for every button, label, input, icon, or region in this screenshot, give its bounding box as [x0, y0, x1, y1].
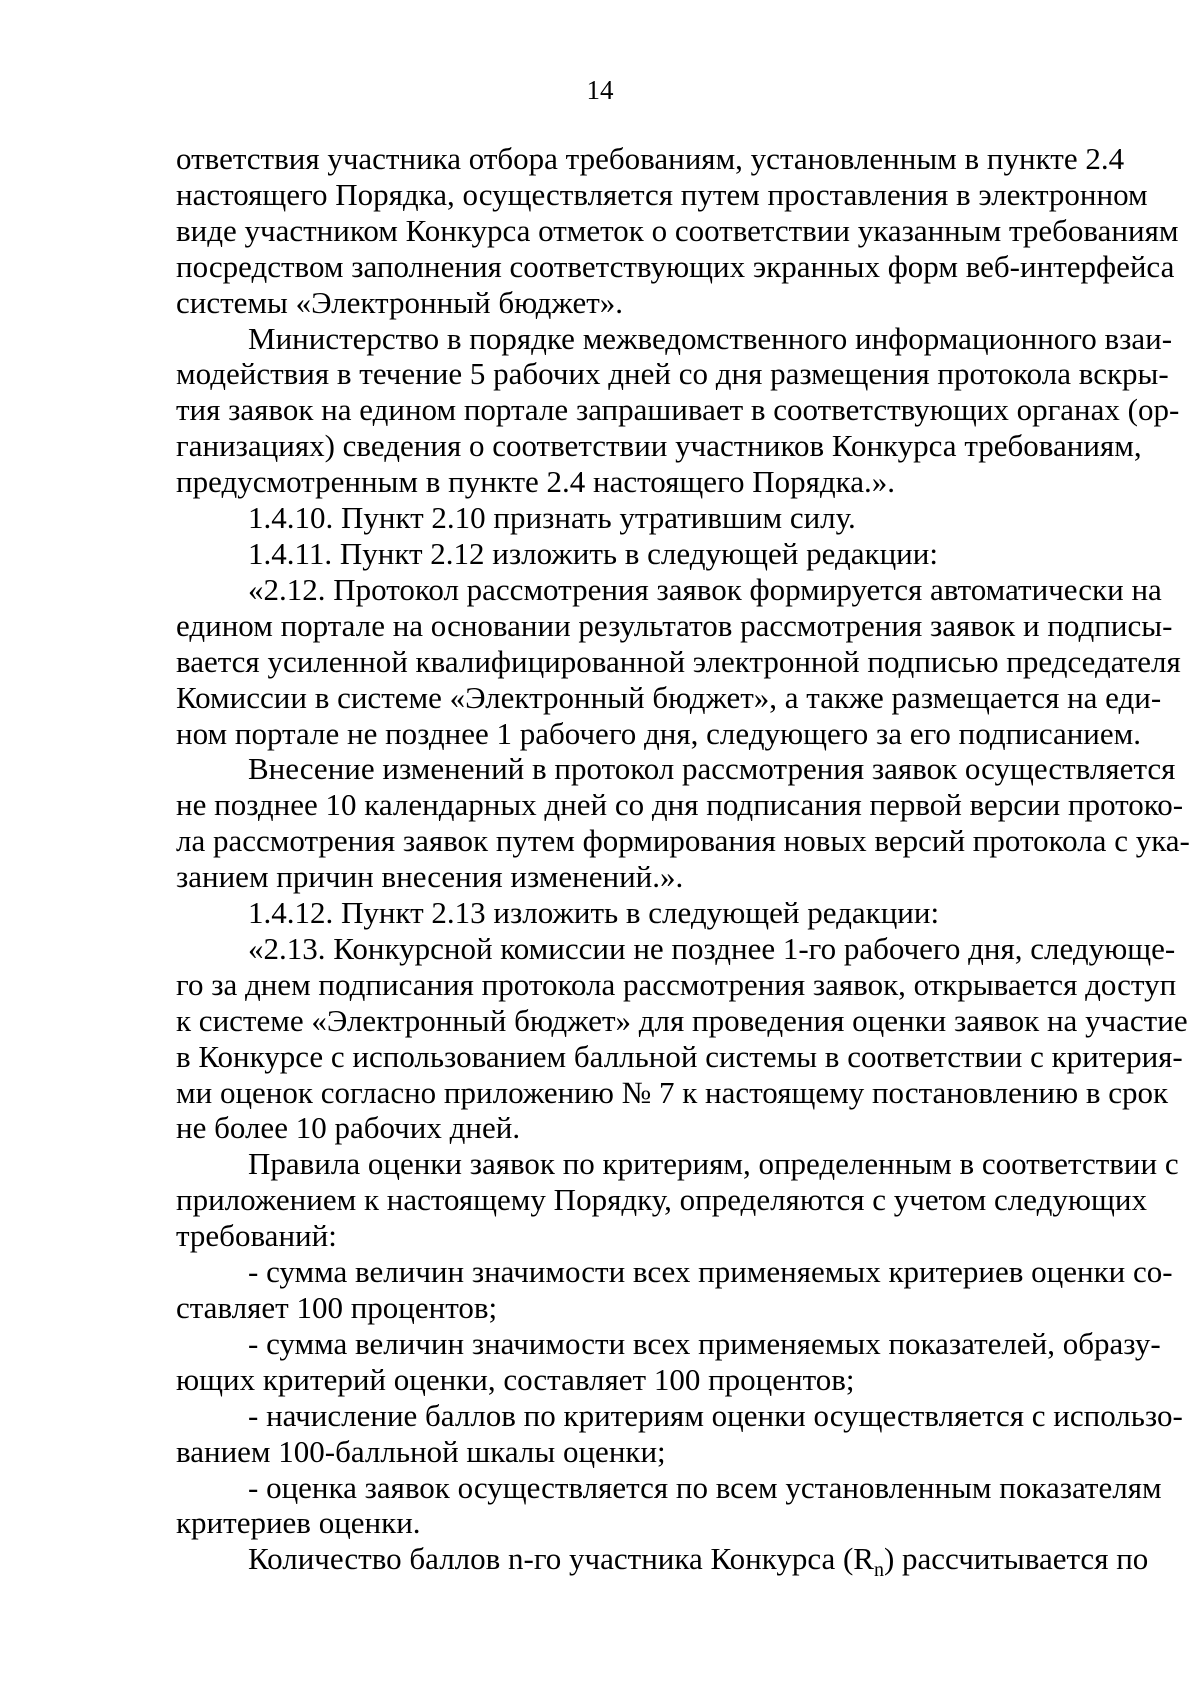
paragraph-final: [176, 1541, 1149, 1582]
paragraph-p5: [176, 571, 1181, 752]
paragraph-line: ганизациях) сведения о соответствии участников Конкурса требованиям,: [176, 428, 1142, 464]
paragraph-line: - сумма величин значимости всех применяемых критериев оценки со-: [248, 1254, 1173, 1290]
paragraph-line: ном портале не позднее 1 рабочего дня, следующего за его подписанием.: [176, 715, 1142, 751]
paragraph-p8: [176, 930, 1188, 1146]
paragraph-line: «2.12. Протокол рассмотрения заявок формируется автоматически на: [248, 571, 1162, 607]
paragraph-p1: [176, 141, 1179, 321]
paragraph-line: не позднее 10 календарных дней со дня подписания первой версии протоко-: [176, 787, 1184, 823]
paragraph-line: [176, 1541, 1149, 1582]
paragraph-line: предусмотренным в пункте 2.4 настоящего Порядка.».: [176, 464, 896, 500]
paragraph-line: критериев оценки.: [176, 1505, 421, 1541]
paragraph-p9: [176, 1146, 1179, 1254]
paragraph-p11: [176, 1325, 1161, 1398]
paragraph-line: 1.4.10. Пункт 2.10 признать утратившим силу.: [248, 500, 856, 536]
paragraph-line: системы «Электронный бюджет».: [176, 284, 624, 320]
paragraph-p7: [176, 895, 1111, 931]
paragraph-list: [176, 141, 1190, 1541]
paragraph-line: едином портале на основании результатов рассмотрения заявок и подписы-: [176, 607, 1173, 643]
paragraph-line: не более 10 рабочих дней.: [176, 1110, 521, 1146]
paragraph-line: ответствия участника отбора требованиям, установленным в пункте 2.4: [176, 141, 1125, 176]
page-number: 14: [586, 75, 614, 105]
paragraph-line: Комиссии в системе «Электронный бюджет», а также размещается на еди-: [176, 679, 1162, 715]
paragraph-line: требований:: [176, 1218, 337, 1254]
paragraph-line: 1.4.11. Пункт 2.12 изложить в следующей редакции:: [248, 535, 938, 571]
paragraph-line: модействия в течение 5 рабочих дней со дня размещения протокола вскры-: [176, 356, 1169, 392]
paragraph-p13: [176, 1469, 1162, 1542]
paragraph-line: тия заявок на едином портале запрашивает в соответствующих органах (ор-: [176, 392, 1180, 428]
paragraph-line: Внесение изменений в протокол рассмотрения заявок осуществляется: [248, 751, 1176, 787]
paragraph-line: 1.4.12. Пункт 2.13 изложить в следующей редакции:: [248, 895, 940, 931]
paragraph-line: - оценка заявок осуществляется по всем установленным показателям: [248, 1469, 1162, 1505]
paragraph-line: вается усиленной квалифицированной электронной подписью председателя: [176, 643, 1181, 679]
paragraph-line: посредством заполнения соответствующих экранных форм веб-интерфейса: [176, 248, 1175, 284]
paragraph-line: ла рассмотрения заявок путем формирования новых версий протокола с ука-: [176, 823, 1190, 859]
paragraph-p10: [176, 1254, 1173, 1326]
paragraph-line: занием причин внесения изменений.».: [176, 859, 684, 895]
final-line-after: ) рассчитывается по: [883, 1541, 1149, 1577]
final-line-before: Количество баллов n-го участника Конкурса (R: [248, 1541, 874, 1577]
final-line-subscript: n: [873, 1559, 884, 1582]
paragraph-line: - начисление баллов по критериям оценки осуществляется с использо-: [248, 1397, 1183, 1433]
paragraph-p2: [176, 320, 1180, 501]
paragraph-line: приложением к настоящему Порядку, определяются с учетом следующих: [176, 1182, 1148, 1218]
paragraph-line: - сумма величин значимости всех применяемых показателей, образу-: [248, 1325, 1161, 1361]
paragraph-line: Правила оценки заявок по критериям, определенным в соответствии с: [248, 1146, 1179, 1182]
paragraph-line: ющих критерий оценки, составляет 100 процентов;: [176, 1361, 855, 1397]
paragraph-p6: [176, 751, 1190, 895]
paragraph-line: в Конкурсе с использованием балльной системы в соответствии с критерия-: [176, 1038, 1183, 1074]
paragraph-line: «2.13. Конкурсной комиссии не позднее 1-го рабочего дня, следующе-: [248, 930, 1176, 966]
paragraph-line: Министерство в порядке межведомственного информационного взаи-: [248, 320, 1173, 356]
paragraph-line: ставляет 100 процентов;: [176, 1290, 498, 1325]
paragraph-line: го за днем подписания протокола рассмотрения заявок, открывается доступ: [176, 966, 1177, 1002]
paragraph-line: настоящего Порядка, осуществляется путем проставления в электронном: [176, 176, 1148, 212]
paragraph-line: ванием 100-балльной шкалы оценки;: [176, 1433, 666, 1469]
document-body: [176, 141, 1190, 1582]
paragraph-p12: [176, 1397, 1183, 1470]
paragraph-line: виде участником Конкурса отметок о соответствии указанным требованиям: [176, 212, 1179, 248]
paragraph-p3: [176, 500, 1111, 536]
paragraph-p4: [176, 536, 1111, 572]
paragraph-line: к системе «Электронный бюджет» для проведения оценки заявок на участие: [176, 1002, 1188, 1038]
paragraph-line: ми оценок согласно приложению № 7 к настоящему постановлению в срок: [176, 1074, 1169, 1110]
